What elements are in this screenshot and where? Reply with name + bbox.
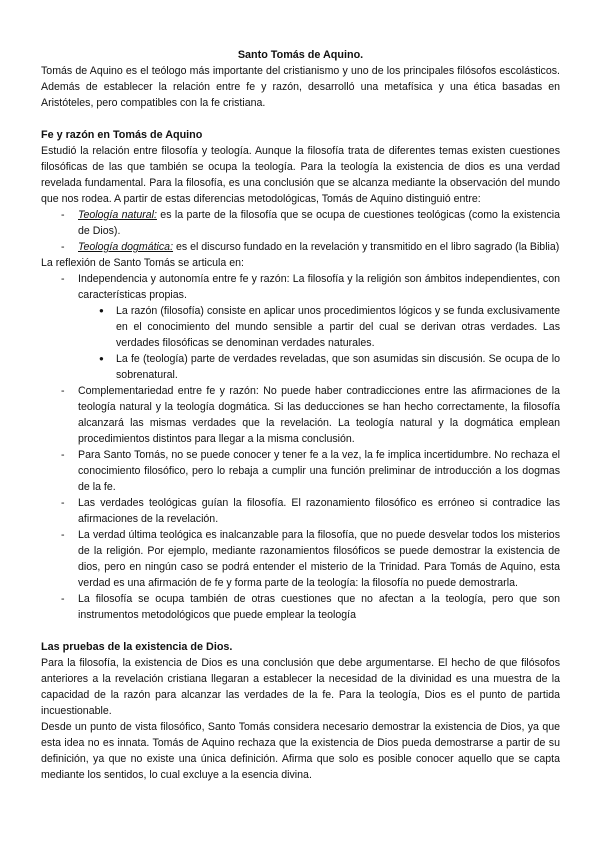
- definition-text: es la parte de la filosofía que se ocupa de cuestiones teológicas (como la existencia de Dios).: [78, 209, 560, 237]
- bullet-item: ● La fe (teología) parte de verdades reveladas, que son asumidas sin discusión. Se ocupa de lo sobrenatural.: [78, 351, 560, 383]
- reflexion-intro: La reflexión de Santo Tomás se articula en:: [41, 257, 244, 269]
- section-paragraph: Desde un punto de vista filosófico, Santo Tomás considera necesario demostrar la existencia de Dios, ya que esta idea no es innata. Tomás de Aquino rechaza que la existencia de Dios pueda demostrarse a partir de su definición, ya que no existe una única definición. Afirma que solo es posible conocer aquello que se capta mediante los sentidos, lo cual excluye a la esencia divina.: [41, 721, 560, 781]
- definition-term: Teología natural:: [78, 209, 157, 221]
- document-title: Santo Tomás de Aquino.: [237, 49, 364, 61]
- list-item: [41, 271, 560, 383]
- reflexion-list: [41, 271, 560, 623]
- section-heading-pruebas: Las pruebas de la existencia de Dios.: [41, 641, 233, 653]
- definition-term: Teología dogmática:: [78, 241, 174, 253]
- spacer: [41, 623, 560, 639]
- list-item: - Las verdades teológicas guían la filosofía. El razonamiento filosófico es erróneo si contradice las afirmaciones de la revelación.: [41, 495, 560, 527]
- spacer: [41, 111, 560, 127]
- definition-text: es el discurso fundado en la revelación y transmitido en el libro sagrado (la Biblia): [173, 241, 560, 253]
- document-page: [41, 47, 560, 783]
- intro-paragraph: Tomás de Aquino es el teólogo más importante del cristianismo y uno de los principales filósofos escolásticos. Además de establecer la relación entre fe y razón, desarrolló una metafísica y una ética basadas en Aristóteles, pero compatibles con la fe cristiana.: [41, 65, 560, 109]
- bullet-item: ● La razón (filosofía) consiste en aplicar unos procedimientos lógicos y se funda exclusivamente en el conocimiento del mundo sensible a partir del cual se derivan otras verdades. Las verdades filosóficas se denominan verdades naturales.: [78, 303, 560, 351]
- sub-bullet-list: [78, 303, 560, 383]
- list-item: - Complementariedad entre fe y razón: No puede haber contradicciones entre las afirmaciones de la teología natural y la teología dogmática. Si las deducciones se han hecho correctamente, la filosofía alcanzará las mismas verdades que la revelación. La teología natural y la dogmática emplean procedimientos distintos para llegar a la misma conclusión.: [41, 383, 560, 447]
- section-heading-fe-razon: Fe y razón en Tomás de Aquino: [41, 129, 203, 141]
- list-item: - Para Santo Tomás, no se puede conocer y tener fe a la vez, la fe implica incertidumbre. No rechaza el conocimiento filosófico, pero lo rebaja a cumplir una función preliminar de introducción a los dogmas de la fe.: [41, 447, 560, 495]
- section-paragraph: Estudió la relación entre filosofía y teología. Aunque la filosofía trata de diferentes temas existen cuestiones filosóficas de las que también se ocupa la teología. Para la teología la existencia de dios es una verdad revelada fundamental. Para la filosofía, es una conclusión que se alcanza mediante la observación del mundo que nos rodea. A partir de estas diferencias metodológicas, Tomás de Aquino distinguió entre:: [41, 145, 560, 205]
- definition-item: [41, 239, 560, 255]
- list-item: - La verdad última teológica es inalcanzable para la filosofía, que no puede desvelar todos los misterios de la religión. Por ejemplo, mediante razonamientos filosóficos se puede demostrar la existencia de dios, pero en ningún caso se podrá entender el misterio de la Trinidad. Para Tomás de Aquino, esta verdad es una afirmación de fe y forma parte de la teología: la filosofía no puede demostrarla.: [41, 527, 560, 591]
- definition-item: [41, 207, 560, 239]
- section-paragraph: Para la filosofía, la existencia de Dios es una conclusión que debe argumentarse. El hecho de que filósofos anteriores a la revelación cristiana llegaran a establecer la necesidad de la divinidad es una muestra de la capacidad de la razón para alcanzar las verdades de la fe. Para la teología, Dios es el punto de partida incuestionable.: [41, 657, 560, 717]
- definitions-list: [41, 207, 560, 255]
- list-item: - La filosofía se ocupa también de otras cuestiones que no afectan a la teología, pero que son instrumentos metodológicos que puede emplear la teología: [41, 591, 560, 623]
- list-item-text: Independencia y autonomía entre fe y razón: La filosofía y la religión son ámbitos independientes, con características propias.: [78, 273, 560, 301]
